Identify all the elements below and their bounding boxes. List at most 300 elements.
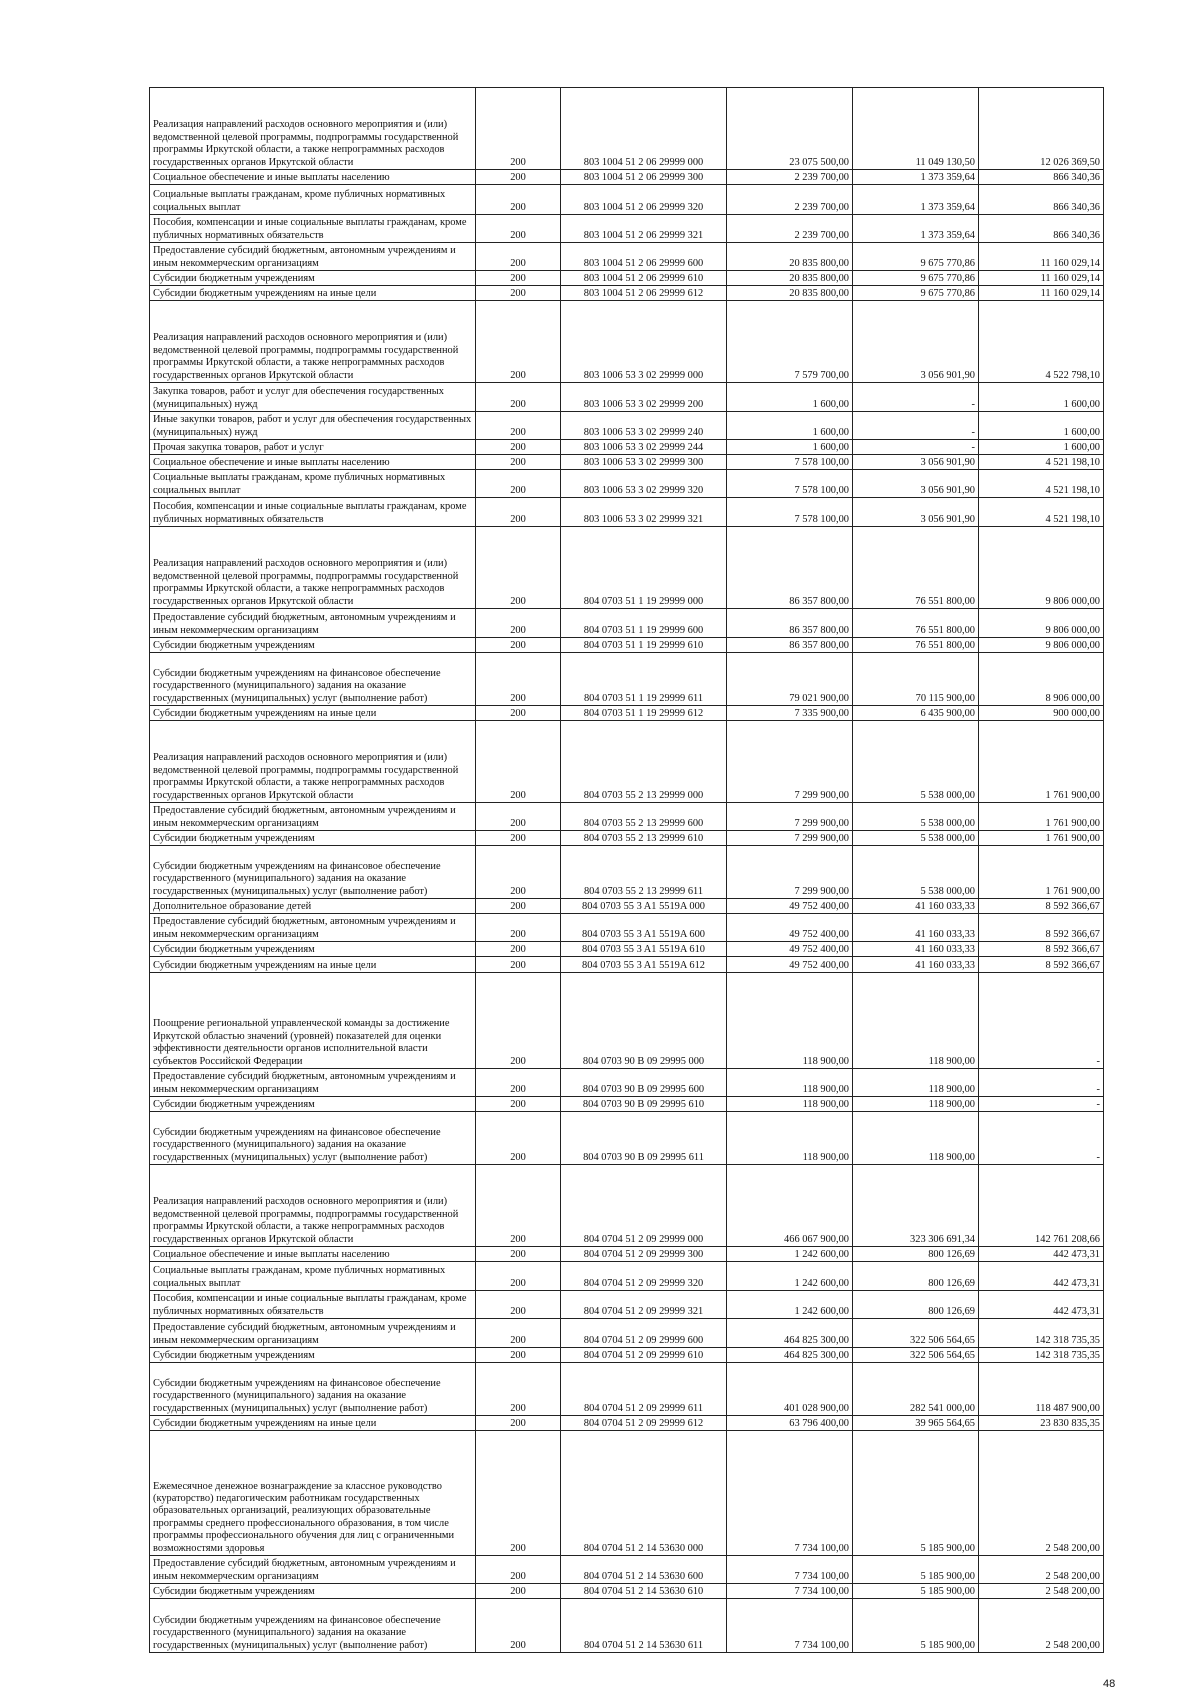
row-value-plan: 7 299 900,00: [727, 831, 853, 846]
row-code: 200: [476, 914, 561, 942]
row-name: Субсидии бюджетным учреждениям на иные цели: [150, 957, 476, 973]
row-kbk: 804 0704 51 2 14 53630 600: [561, 1556, 727, 1584]
row-value-fact: 323 306 691,34: [853, 1165, 979, 1247]
row-code: 200: [476, 957, 561, 973]
row-kbk: 804 0704 51 2 09 29999 611: [561, 1363, 727, 1416]
row-value-plan: 63 796 400,00: [727, 1416, 853, 1431]
row-value-fact: 3 056 901,90: [853, 470, 979, 498]
table-row: [150, 1291, 1104, 1319]
table-row: [150, 383, 1104, 412]
row-value-plan: 23 075 500,00: [727, 88, 853, 170]
row-value-plan: 49 752 400,00: [727, 899, 853, 914]
row-value-plan: 401 028 900,00: [727, 1363, 853, 1416]
row-value-plan: 49 752 400,00: [727, 957, 853, 973]
row-value-rest: 866 340,36: [979, 170, 1104, 185]
row-value-fact: 70 115 900,00: [853, 653, 979, 706]
row-code: 200: [476, 185, 561, 215]
row-name: Пособия, компенсации и иные социальные выплаты гражданам, кроме публичных нормативных обязательств: [150, 1291, 476, 1319]
row-value-plan: 86 357 800,00: [727, 527, 853, 609]
row-kbk: 803 1006 53 3 02 29999 244: [561, 440, 727, 455]
row-name: Предоставление субсидий бюджетным, автономным учреждениям и иным некоммерческим организациям: [150, 1556, 476, 1584]
row-value-rest: 142 318 735,35: [979, 1348, 1104, 1363]
row-value-plan: 7 734 100,00: [727, 1431, 853, 1556]
table-row: [150, 170, 1104, 185]
row-name: Реализация направлений расходов основного мероприятия и (или) ведомственной целевой программы, подпрограммы государственной программы Иркутской области, а также непрограммных расходов государственных органов Иркутской области: [150, 301, 476, 383]
row-value-plan: 118 900,00: [727, 1112, 853, 1165]
row-value-fact: 11 049 130,50: [853, 88, 979, 170]
row-value-fact: 800 126,69: [853, 1291, 979, 1319]
row-kbk: 803 1004 51 2 06 29999 300: [561, 170, 727, 185]
row-kbk: 804 0703 55 2 13 29999 000: [561, 721, 727, 803]
row-value-plan: 118 900,00: [727, 1097, 853, 1112]
row-code: 200: [476, 1262, 561, 1291]
row-value-rest: 8 592 366,67: [979, 942, 1104, 957]
row-value-rest: 12 026 369,50: [979, 88, 1104, 170]
row-kbk: 803 1004 51 2 06 29999 321: [561, 215, 727, 243]
row-value-plan: 20 835 800,00: [727, 286, 853, 301]
row-value-plan: 1 242 600,00: [727, 1247, 853, 1262]
row-value-plan: 2 239 700,00: [727, 215, 853, 243]
row-value-fact: 282 541 000,00: [853, 1363, 979, 1416]
row-code: 200: [476, 899, 561, 914]
row-kbk: 804 0704 51 2 09 29999 321: [561, 1291, 727, 1319]
row-value-plan: 7 299 900,00: [727, 846, 853, 899]
row-name: Реализация направлений расходов основного мероприятия и (или) ведомственной целевой программы, подпрограммы государственной программы Иркутской области, а также непрограммных расходов государственных органов Иркутской области: [150, 88, 476, 170]
row-value-fact: 9 675 770,86: [853, 271, 979, 286]
table-row: [150, 1599, 1104, 1653]
row-value-fact: 118 900,00: [853, 973, 979, 1069]
row-value-fact: 5 538 000,00: [853, 803, 979, 831]
row-kbk: 804 0703 55 3 A1 5519A 600: [561, 914, 727, 942]
row-code: 200: [476, 1165, 561, 1247]
row-value-rest: 142 318 735,35: [979, 1319, 1104, 1348]
row-value-fact: -: [853, 383, 979, 412]
table-row: [150, 498, 1104, 527]
row-name: Субсидии бюджетным учреждениям на финансовое обеспечение государственного (муниципального) задания на оказание государственных (муниципальных) услуг (выполнение работ): [150, 846, 476, 899]
row-code: 200: [476, 653, 561, 706]
row-value-rest: 2 548 200,00: [979, 1584, 1104, 1599]
row-value-fact: 800 126,69: [853, 1247, 979, 1262]
row-code: 200: [476, 1431, 561, 1556]
row-value-rest: 2 548 200,00: [979, 1431, 1104, 1556]
row-name: Пособия, компенсации и иные социальные выплаты гражданам, кроме публичных нормативных обязательств: [150, 498, 476, 527]
row-name: Социальные выплаты гражданам, кроме публичных нормативных социальных выплат: [150, 185, 476, 215]
table-row: [150, 1165, 1104, 1247]
row-value-plan: 49 752 400,00: [727, 942, 853, 957]
row-code: 200: [476, 1556, 561, 1584]
row-code: 200: [476, 942, 561, 957]
row-code: 200: [476, 973, 561, 1069]
row-name: Предоставление субсидий бюджетным, автономным учреждениям и иным некоммерческим организациям: [150, 914, 476, 942]
row-value-rest: 442 473,31: [979, 1262, 1104, 1291]
row-value-rest: 1 761 900,00: [979, 803, 1104, 831]
row-code: 200: [476, 706, 561, 721]
row-value-plan: 464 825 300,00: [727, 1319, 853, 1348]
row-code: 200: [476, 455, 561, 470]
row-value-fact: 118 900,00: [853, 1112, 979, 1165]
row-kbk: 803 1006 53 3 02 29999 200: [561, 383, 727, 412]
row-value-fact: 118 900,00: [853, 1097, 979, 1112]
table-row: [150, 803, 1104, 831]
row-kbk: 804 0703 55 2 13 29999 611: [561, 846, 727, 899]
row-name: Субсидии бюджетным учреждениям: [150, 942, 476, 957]
table-row: [150, 973, 1104, 1069]
row-kbk: 804 0704 51 2 14 53630 611: [561, 1599, 727, 1653]
row-name: Субсидии бюджетным учреждениям: [150, 271, 476, 286]
row-value-rest: -: [979, 1097, 1104, 1112]
table-row: [150, 1112, 1104, 1165]
table-row: [150, 831, 1104, 846]
table-row: [150, 1363, 1104, 1416]
row-name: Субсидии бюджетным учреждениям: [150, 831, 476, 846]
row-name: Пособия, компенсации и иные социальные выплаты гражданам, кроме публичных нормативных обязательств: [150, 215, 476, 243]
row-name: Субсидии бюджетным учреждениям на финансовое обеспечение государственного (муниципального) задания на оказание государственных (муниципальных) услуг (выполнение работ): [150, 1112, 476, 1165]
row-kbk: 804 0703 51 1 19 29999 600: [561, 609, 727, 638]
row-value-plan: 1 242 600,00: [727, 1262, 853, 1291]
row-value-rest: 1 600,00: [979, 383, 1104, 412]
row-value-rest: 442 473,31: [979, 1291, 1104, 1319]
table-row: [150, 957, 1104, 973]
row-value-rest: 23 830 835,35: [979, 1416, 1104, 1431]
row-kbk: 803 1004 51 2 06 29999 612: [561, 286, 727, 301]
table-row: [150, 301, 1104, 383]
table-row: [150, 721, 1104, 803]
row-code: 200: [476, 1584, 561, 1599]
row-value-plan: 7 734 100,00: [727, 1599, 853, 1653]
row-value-fact: -: [853, 440, 979, 455]
row-code: 200: [476, 498, 561, 527]
row-value-rest: 4 521 198,10: [979, 498, 1104, 527]
table-row: [150, 1069, 1104, 1097]
row-value-rest: 2 548 200,00: [979, 1556, 1104, 1584]
row-code: 200: [476, 527, 561, 609]
table-row: [150, 271, 1104, 286]
row-value-plan: 86 357 800,00: [727, 609, 853, 638]
row-value-fact: 5 185 900,00: [853, 1431, 979, 1556]
row-name: Субсидии бюджетным учреждениям на иные цели: [150, 1416, 476, 1431]
row-value-fact: 5 185 900,00: [853, 1599, 979, 1653]
row-value-fact: 5 538 000,00: [853, 721, 979, 803]
row-kbk: 804 0704 51 2 09 29999 320: [561, 1262, 727, 1291]
row-value-plan: 2 239 700,00: [727, 185, 853, 215]
row-value-plan: 7 578 100,00: [727, 470, 853, 498]
row-name: Реализация направлений расходов основного мероприятия и (или) ведомственной целевой программы, подпрограммы государственной программы Иркутской области, а также непрограммных расходов государственных органов Иркутской области: [150, 1165, 476, 1247]
row-value-plan: 79 021 900,00: [727, 653, 853, 706]
row-value-fact: 118 900,00: [853, 1069, 979, 1097]
row-value-fact: 39 965 564,65: [853, 1416, 979, 1431]
row-value-plan: 20 835 800,00: [727, 271, 853, 286]
table-row: [150, 1348, 1104, 1363]
table-row: [150, 1097, 1104, 1112]
row-name: Закупка товаров, работ и услуг для обеспечения государственных (муниципальных) нужд: [150, 383, 476, 412]
row-value-plan: 466 067 900,00: [727, 1165, 853, 1247]
row-value-fact: 322 506 564,65: [853, 1348, 979, 1363]
row-value-rest: 1 600,00: [979, 440, 1104, 455]
row-code: 200: [476, 1348, 561, 1363]
row-value-rest: 11 160 029,14: [979, 271, 1104, 286]
table-row: [150, 440, 1104, 455]
row-value-fact: 41 160 033,33: [853, 899, 979, 914]
row-value-fact: 5 185 900,00: [853, 1584, 979, 1599]
row-value-fact: 41 160 033,33: [853, 957, 979, 973]
row-name: Реализация направлений расходов основного мероприятия и (или) ведомственной целевой программы, подпрограммы государственной программы Иркутской области, а также непрограммных расходов государственных органов Иркутской области: [150, 527, 476, 609]
row-code: 200: [476, 1291, 561, 1319]
row-code: 200: [476, 638, 561, 653]
row-name: Субсидии бюджетным учреждениям на иные цели: [150, 706, 476, 721]
row-value-plan: 7 734 100,00: [727, 1584, 853, 1599]
table-row: [150, 1416, 1104, 1431]
row-value-fact: 9 675 770,86: [853, 286, 979, 301]
row-value-fact: 9 675 770,86: [853, 243, 979, 271]
row-value-fact: 1 373 359,64: [853, 215, 979, 243]
row-value-rest: -: [979, 1069, 1104, 1097]
row-name: Иные закупки товаров, работ и услуг для обеспечения государственных (муниципальных) нужд: [150, 412, 476, 440]
row-value-plan: 118 900,00: [727, 973, 853, 1069]
row-value-plan: 7 299 900,00: [727, 721, 853, 803]
table-row: [150, 286, 1104, 301]
row-code: 200: [476, 470, 561, 498]
table-row: [150, 1262, 1104, 1291]
row-kbk: 804 0704 51 2 09 29999 600: [561, 1319, 727, 1348]
row-value-fact: 76 551 800,00: [853, 638, 979, 653]
row-value-rest: 8 906 000,00: [979, 653, 1104, 706]
row-kbk: 803 1004 51 2 06 29999 000: [561, 88, 727, 170]
row-value-rest: 118 487 900,00: [979, 1363, 1104, 1416]
row-code: 200: [476, 1247, 561, 1262]
row-kbk: 804 0703 55 3 A1 5519A 612: [561, 957, 727, 973]
row-name: Субсидии бюджетным учреждениям: [150, 1348, 476, 1363]
row-name: Предоставление субсидий бюджетным, автономным учреждениям и иным некоммерческим организациям: [150, 1069, 476, 1097]
row-kbk: 804 0704 51 2 09 29999 000: [561, 1165, 727, 1247]
row-kbk: 804 0703 51 1 19 29999 610: [561, 638, 727, 653]
row-value-rest: -: [979, 973, 1104, 1069]
row-name: Предоставление субсидий бюджетным, автономным учреждениям и иным некоммерческим организациям: [150, 243, 476, 271]
row-code: 200: [476, 286, 561, 301]
row-kbk: 803 1004 51 2 06 29999 320: [561, 185, 727, 215]
row-kbk: 804 0703 55 2 13 29999 610: [561, 831, 727, 846]
row-kbk: 804 0703 51 1 19 29999 612: [561, 706, 727, 721]
row-value-rest: 9 806 000,00: [979, 638, 1104, 653]
row-code: 200: [476, 301, 561, 383]
row-kbk: 804 0704 51 2 09 29999 610: [561, 1348, 727, 1363]
row-kbk: 803 1006 53 3 02 29999 240: [561, 412, 727, 440]
row-code: 200: [476, 271, 561, 286]
row-value-rest: 4 521 198,10: [979, 470, 1104, 498]
row-value-plan: 1 600,00: [727, 412, 853, 440]
row-value-fact: 322 506 564,65: [853, 1319, 979, 1348]
row-name: Социальное обеспечение и иные выплаты населению: [150, 170, 476, 185]
row-kbk: 804 0703 55 3 A1 5519A 610: [561, 942, 727, 957]
row-kbk: 804 0703 51 1 19 29999 000: [561, 527, 727, 609]
row-name: Субсидии бюджетным учреждениям на иные цели: [150, 286, 476, 301]
row-value-rest: 8 592 366,67: [979, 914, 1104, 942]
row-value-plan: 1 242 600,00: [727, 1291, 853, 1319]
row-code: 200: [476, 170, 561, 185]
row-value-rest: 4 522 798,10: [979, 301, 1104, 383]
table-row: [150, 412, 1104, 440]
row-value-fact: 41 160 033,33: [853, 942, 979, 957]
row-name: Предоставление субсидий бюджетным, автономным учреждениям и иным некоммерческим организациям: [150, 803, 476, 831]
row-value-rest: 9 806 000,00: [979, 527, 1104, 609]
row-name: Субсидии бюджетным учреждениям: [150, 1097, 476, 1112]
row-value-rest: -: [979, 1112, 1104, 1165]
table-row: [150, 653, 1104, 706]
table-row: [150, 846, 1104, 899]
row-value-plan: 20 835 800,00: [727, 243, 853, 271]
row-value-plan: 7 578 100,00: [727, 455, 853, 470]
row-value-plan: 7 579 700,00: [727, 301, 853, 383]
row-code: 200: [476, 383, 561, 412]
table-row: [150, 899, 1104, 914]
row-value-fact: 76 551 800,00: [853, 609, 979, 638]
row-name: Ежемесячное денежное вознаграждение за классное руководство (кураторство) педагогическим работникам государственных образовательных организаций, реализующих образовательные программы среднего профессионального образования, в том числе программы профессионального обучения для лиц с ограниченными возможностями здоровья: [150, 1431, 476, 1556]
row-kbk: 804 0703 55 3 A1 5519A 000: [561, 899, 727, 914]
row-code: 200: [476, 88, 561, 170]
row-value-rest: 1 761 900,00: [979, 721, 1104, 803]
table-row: [150, 1556, 1104, 1584]
row-value-plan: 2 239 700,00: [727, 170, 853, 185]
row-value-rest: 1 761 900,00: [979, 831, 1104, 846]
row-value-rest: 8 592 366,67: [979, 957, 1104, 973]
row-value-rest: 11 160 029,14: [979, 286, 1104, 301]
row-value-rest: 142 761 208,66: [979, 1165, 1104, 1247]
row-kbk: 804 0703 51 1 19 29999 611: [561, 653, 727, 706]
row-name: Субсидии бюджетным учреждениям на финансовое обеспечение государственного (муниципального) задания на оказание государственных (муниципальных) услуг (выполнение работ): [150, 1599, 476, 1653]
row-kbk: 804 0703 90 B 09 29995 610: [561, 1097, 727, 1112]
row-value-fact: 1 373 359,64: [853, 185, 979, 215]
row-name: Предоставление субсидий бюджетным, автономным учреждениям и иным некоммерческим организациям: [150, 609, 476, 638]
row-code: 200: [476, 1416, 561, 1431]
row-kbk: 803 1006 53 3 02 29999 320: [561, 470, 727, 498]
row-value-fact: -: [853, 412, 979, 440]
row-kbk: 804 0704 51 2 14 53630 610: [561, 1584, 727, 1599]
row-value-fact: 76 551 800,00: [853, 527, 979, 609]
row-code: 200: [476, 1112, 561, 1165]
row-code: 200: [476, 721, 561, 803]
table-row: [150, 470, 1104, 498]
row-kbk: 803 1004 51 2 06 29999 610: [561, 271, 727, 286]
row-value-fact: 800 126,69: [853, 1262, 979, 1291]
row-name: Реализация направлений расходов основного мероприятия и (или) ведомственной целевой программы, подпрограммы государственной программы Иркутской области, а также непрограммных расходов государственных органов Иркутской области: [150, 721, 476, 803]
table-row: [150, 527, 1104, 609]
row-name: Поощрение региональной управленческой команды за достижение Иркутской областью значений (уровней) показателей для оценки эффективности деятельности органов исполнительной власти субъектов Российской Федерации: [150, 973, 476, 1069]
table-row: [150, 1247, 1104, 1262]
row-name: Социальное обеспечение и иные выплаты населению: [150, 1247, 476, 1262]
row-value-rest: 8 592 366,67: [979, 899, 1104, 914]
row-kbk: 804 0704 51 2 09 29999 612: [561, 1416, 727, 1431]
table-row: [150, 185, 1104, 215]
row-value-plan: 49 752 400,00: [727, 914, 853, 942]
table-row: [150, 1431, 1104, 1556]
budget-table: [149, 87, 1104, 1653]
table-row: [150, 638, 1104, 653]
row-kbk: 803 1006 53 3 02 29999 300: [561, 455, 727, 470]
row-code: 200: [476, 1319, 561, 1348]
row-value-plan: 1 600,00: [727, 440, 853, 455]
row-value-rest: 2 548 200,00: [979, 1599, 1104, 1653]
row-kbk: 804 0704 51 2 14 53630 000: [561, 1431, 727, 1556]
row-value-plan: 7 734 100,00: [727, 1556, 853, 1584]
row-value-rest: 11 160 029,14: [979, 243, 1104, 271]
row-name: Социальные выплаты гражданам, кроме публичных нормативных социальных выплат: [150, 470, 476, 498]
table-row: [150, 914, 1104, 942]
row-value-rest: 866 340,36: [979, 185, 1104, 215]
table-body: [150, 88, 1104, 1653]
row-code: 200: [476, 1599, 561, 1653]
row-name: Социальные выплаты гражданам, кроме публичных нормативных социальных выплат: [150, 1262, 476, 1291]
row-value-plan: 1 600,00: [727, 383, 853, 412]
page-number: 48: [1103, 1678, 1116, 1690]
row-value-fact: 3 056 901,90: [853, 455, 979, 470]
row-value-plan: 7 299 900,00: [727, 803, 853, 831]
table-row: [150, 1584, 1104, 1599]
row-value-fact: 6 435 900,00: [853, 706, 979, 721]
table-row: [150, 243, 1104, 271]
row-kbk: 804 0704 51 2 09 29999 300: [561, 1247, 727, 1262]
row-code: 200: [476, 803, 561, 831]
row-kbk: 803 1006 53 3 02 29999 321: [561, 498, 727, 527]
row-kbk: 804 0703 90 B 09 29995 600: [561, 1069, 727, 1097]
row-value-rest: 900 000,00: [979, 706, 1104, 721]
row-code: 200: [476, 1069, 561, 1097]
row-name: Субсидии бюджетным учреждениям: [150, 1584, 476, 1599]
row-kbk: 804 0703 55 2 13 29999 600: [561, 803, 727, 831]
row-name: Предоставление субсидий бюджетным, автономным учреждениям и иным некоммерческим организациям: [150, 1319, 476, 1348]
row-value-rest: 1 600,00: [979, 412, 1104, 440]
row-code: 200: [476, 1097, 561, 1112]
row-name: Дополнительное образование детей: [150, 899, 476, 914]
row-value-rest: 442 473,31: [979, 1247, 1104, 1262]
row-value-fact: 3 056 901,90: [853, 301, 979, 383]
row-value-plan: 464 825 300,00: [727, 1348, 853, 1363]
table-row: [150, 706, 1104, 721]
row-code: 200: [476, 412, 561, 440]
row-name: Субсидии бюджетным учреждениям на финансовое обеспечение государственного (муниципального) задания на оказание государственных (муниципальных) услуг (выполнение работ): [150, 1363, 476, 1416]
table-row: [150, 215, 1104, 243]
row-value-rest: 1 761 900,00: [979, 846, 1104, 899]
row-code: 200: [476, 243, 561, 271]
row-value-fact: 5 538 000,00: [853, 846, 979, 899]
row-code: 200: [476, 831, 561, 846]
row-name: Субсидии бюджетным учреждениям на финансовое обеспечение государственного (муниципального) задания на оказание государственных (муниципальных) услуг (выполнение работ): [150, 653, 476, 706]
table-row: [150, 455, 1104, 470]
table-row: [150, 1319, 1104, 1348]
row-value-rest: 4 521 198,10: [979, 455, 1104, 470]
row-value-fact: 1 373 359,64: [853, 170, 979, 185]
row-code: 200: [476, 215, 561, 243]
row-value-fact: 3 056 901,90: [853, 498, 979, 527]
row-value-plan: 118 900,00: [727, 1069, 853, 1097]
row-value-fact: 5 185 900,00: [853, 1556, 979, 1584]
row-value-fact: 5 538 000,00: [853, 831, 979, 846]
row-kbk: 803 1006 53 3 02 29999 000: [561, 301, 727, 383]
row-kbk: 804 0703 90 B 09 29995 000: [561, 973, 727, 1069]
row-value-rest: 866 340,36: [979, 215, 1104, 243]
table-row: [150, 942, 1104, 957]
row-code: 200: [476, 609, 561, 638]
row-value-plan: 86 357 800,00: [727, 638, 853, 653]
row-value-rest: 9 806 000,00: [979, 609, 1104, 638]
row-code: 200: [476, 846, 561, 899]
table-row: [150, 88, 1104, 170]
row-name: Социальное обеспечение и иные выплаты населению: [150, 455, 476, 470]
row-kbk: 804 0703 90 B 09 29995 611: [561, 1112, 727, 1165]
row-code: 200: [476, 440, 561, 455]
row-name: Прочая закупка товаров, работ и услуг: [150, 440, 476, 455]
table-row: [150, 609, 1104, 638]
row-name: Субсидии бюджетным учреждениям: [150, 638, 476, 653]
row-value-fact: 41 160 033,33: [853, 914, 979, 942]
